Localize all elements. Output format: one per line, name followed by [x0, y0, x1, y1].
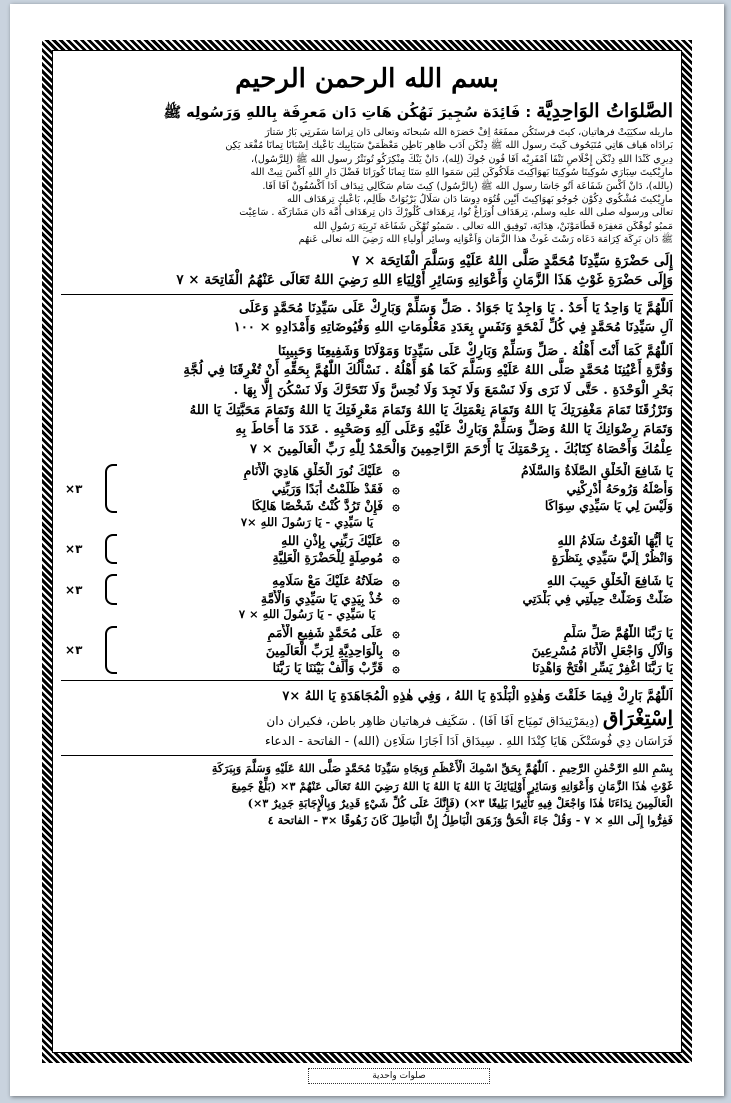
repeat-brace — [61, 624, 117, 676]
brace-icon — [105, 534, 117, 565]
poem-refrain: يَا سَيِّدِي - يَا رَسُولَ اللهِ ×٧ — [240, 514, 374, 529]
brace-icon — [105, 574, 117, 605]
prayer-line: آلِ سَيِّدِنَا مُحَمَّدٍ فِي كُلِّ لَمْحَةٍ وَنَفَسٍ بِعَدَدِ مَعْلُومَاتِ اللهِ وَفُيُوضَاتِهِ وَأَمْدَادِهِ × ١٠٠ — [233, 320, 673, 336]
intro-line: ﷺ دَان بَرِكَة كِرَامَة دَعَاه رَسْتَ غَوثْ هذا الزَّمَان وَاَعْوَانِه وسائِر أَولياءِ الله رَضِيَ الله تعالى عَنهُم — [298, 234, 673, 246]
closing-text: اَللّٰهُمَّ بَارِكْ فِيمَا خَلَقْتَ وَهٰذِهِ الْبَلْدَةِ يَا اللهُ ، وَفِي هٰذِهِ الْمُجَاهَدَةِ يَا اللهُ ×٧ — [282, 689, 673, 705]
verse-second-half: قَرِّبْ وَأَلِّفْ بَيْنَنَا يَا رَبَّنَا — [272, 660, 383, 676]
heading-title: الصَّلوَاتُ الوَاحِدِيَّة — [536, 100, 673, 122]
poem-verse — [119, 572, 673, 589]
repeat-count: ×٣ — [65, 582, 83, 597]
verse-first-half: يَا رَبَّنَا اللّٰهُمَّ صَلِّ سَلِّمِ — [563, 625, 673, 641]
poem-verse — [119, 624, 673, 641]
intro-line: مارِيْكيتَ مُشْكُوي دِكُوْن جُوجُو بَهوَاكِيتَ اَيْيِن قُتُوَه دِوسَا دَان سَلَالُ بَرْبُوَاتْ ظَالِم، بَاعْيك تِرهَدَاف الله — [286, 194, 673, 206]
prayer-line: وَتَمَامَ رِضْوَانِكَ يَا اللهُ وَصَلِّ وَسَلِّمْ وَبَارِكْ عَلَيْهِ وَعَلَى آلِهِ وَصَحْبِهِ . عَدَدَ مَا أَحَاطَ بِهِ — [235, 422, 673, 438]
poem-stanza — [61, 624, 673, 676]
prayer-line: اَللّٰهُمَّ يَا وَاحِدُ يَا أَحَدُ . يَا وَاجِدُ يَا جَوَادُ . صَلِّ وَسَلِّمْ وَبَارِكْ عَلَى سَيِّدِنَا مُحَمَّدٍ وَعَلَى — [239, 300, 673, 316]
verse-separator: ۞ — [392, 532, 400, 548]
poem-verse — [119, 462, 673, 479]
poem-stanza — [61, 462, 673, 514]
final-prayer-line: الْعَالَمِينَ نِدَاءَنَا هٰذَا وَاجْعَلْ فِيهِ تَأْثِيرًا بَلِيغًا ٣×) (فَإِنَّكَ عَلَى كُلِّ شَيْءٍ قَدِيرٌ وَبِالْإِجَابَةِ جَدِيرٌ ٣×) — [247, 796, 673, 811]
brace-icon — [105, 626, 117, 674]
verse-first-half: وَلَيْسَ لِي يَا سَيِّدِي سِوَاكَا — [544, 498, 673, 514]
poem-stanza — [61, 572, 673, 607]
verse-second-half: عَلَى مُحَمَّدٍ شَفِيعِ الْأُمَمِ — [267, 625, 383, 641]
verse-first-half: وَانْظُرْ إِلَيَّ سَيِّدِي بِنَظْرَةٍ — [551, 550, 673, 566]
prayer-line: وَتَرْزُقَنَا تَمَامَ مَغْفِرَتِكَ يَا اللهُ وَتَمَامَ نِعْمَتِكَ يَا اللهُ وَتَمَامَ مَعْرِفَتِكَ يَا اللهُ وَتَمَامَ مَحَبَّتِكَ يَا اللهُ — [189, 402, 673, 418]
section-heading — [61, 101, 673, 123]
istighraq-line: فَرَاسَان دِي فُوسَتْكَن هَايَا كِنْدَا اللهِ . سِيدَاق اَدَا اَجَارَا سَلَاءِن (الله) - الفاتحة - الدعاء — [265, 734, 673, 749]
border-inner — [52, 50, 682, 1053]
divider — [61, 680, 673, 681]
verse-first-half: يَا أَيُّهَا الْغَوْثُ سَلَامُ اللهِ — [557, 532, 673, 548]
verse-separator: ۞ — [392, 463, 400, 479]
poem-verse — [119, 549, 673, 566]
fatiha-line: إِلَى حَضْرَةِ سَيِّدِنَا مُحَمَّدٍ صَلَّى اللهُ عَلَيْهِ وَسَلَّمَ الْفَاتِحَة × ٧ — [352, 252, 673, 269]
verse-separator: ۞ — [392, 625, 400, 641]
repeat-count: ×٣ — [65, 481, 83, 496]
final-prayer — [61, 760, 673, 829]
prayer-line: وَقُرَّةِ أَعْيُنِنَا مُحَمَّدٍ صَلَّى اللهُ عَلَيْهِ وَسَلَّمَ كَمَا هُوَ أَهْلُهُ . نَسْأَلُكَ اللّٰهُمَّ بِحَقِّهِ أَنْ تُغْرِقَنَا فِي لُجَّةِ — [183, 363, 673, 379]
verse-separator: ۞ — [392, 480, 400, 496]
final-prayer-line: بِسْمِ اللهِ الرَّحْمٰنِ الرَّحِيمِ . اَللّٰهُمَّ بِحَقِّ اسْمِكَ الْأَعْظَمِ وَبِجَاهِ سَيِّدِنَا مُحَمَّدٍ صَلَّى اللهُ عَلَيْهِ وَسَلَّمَ وَبِبَرَكَةِ — [211, 761, 673, 776]
verse-second-half: عَلَيْكَ نُورَ الْخَلْقِ هَادِيَ الْأَنَامِ — [243, 463, 383, 479]
verse-separator: ۞ — [392, 590, 400, 606]
poem-verse — [119, 659, 673, 676]
divider — [61, 294, 673, 295]
final-prayer-line: فَفِرُّوا إِلَى اللهِ × ٧ - وَقُلْ جَاءَ الْحَقُّ وَزَهَقَ الْبَاطِلُ إِنَّ الْبَاطِلَ كَانَ زَهُوقًا ×٣ - الفاتحة ٤ — [267, 813, 673, 828]
intro-paragraph — [61, 126, 673, 247]
verse-separator: ۞ — [392, 498, 400, 514]
verse-second-half: عَلَيْكَ رَبِّنِي بِإِذْنِ اللهِ — [281, 532, 383, 548]
repeat-count: ×٣ — [65, 643, 83, 658]
closing-line — [61, 687, 673, 706]
istighraq-section — [61, 708, 673, 751]
fatiha-line: وَإِلَى حَضْرَةِ غَوْثِ هَذَا الزَّمَانِ وَأَعْوَانِهِ وَسَائِرِ أَوْلِيَاءِ اللهِ رَضِيَ اللهُ تَعَالَى عَنْهُمُ الْفَاتِحَة × ٧ — [176, 271, 673, 288]
verse-first-half: يَا شَافِعَ الْخَلْقِ الصَّلَاةُ وَالسَّلَامُ — [521, 463, 673, 479]
document-content — [61, 59, 673, 1044]
istighraq-title: اِسْتِغْرَاق — [602, 706, 673, 731]
decorative-border — [42, 40, 692, 1063]
poem-stanza — [61, 532, 673, 567]
prayer-block-2 — [61, 342, 673, 460]
verse-first-half: ضَلَّتْ وَضَلَّتْ حِيلَتِي فِي بَلْدَتِي — [522, 590, 673, 606]
prayer-line: عِلْمُكَ وَأَحْصَاهُ كِتَابُكَ . بِرَحْمَتِكَ يَا أَرْحَمَ الرَّاحِمِينَ وَالْحَمْدُ لِلّٰهِ رَبِّ الْعَالَمِينَ × ٧ — [250, 441, 673, 457]
intro-line: ماريله سكيَيَتْ فرهاتيان، كيتَ فرستَكُن ممفَعَهُ اِفْ حَضرَة الله سُبحانَه وتعالى دَان تِراسَا سَفَرتِي بَارُ سَتارَ — [265, 127, 673, 138]
fatiha-dedication — [61, 252, 673, 290]
verse-separator: ۞ — [392, 573, 400, 589]
page-footer: صلوات واحدية — [308, 1068, 490, 1084]
verse-separator: ۞ — [392, 642, 400, 658]
intro-line: مارِيْكيتَ سِبَارَي سُوكِيتَا سُوكِيتَا بَهوَاكِيتَ مَلَاكُوكَن لِيَن سَمَوا اللهِ سَتَا تِمانَا كُورَانَا فَضْلَ دَارِ اللهِ اَكْسَ تِيتْ الله — [250, 167, 673, 179]
divider — [61, 755, 673, 756]
poem-section — [61, 462, 673, 676]
verse-separator: ۞ — [392, 660, 400, 676]
poem-verse — [119, 497, 673, 514]
intro-line: (بِالله)، دَانْ اَكْسَ شَفَاعَة اَتُو جَاسَا رسول الله ﷺ (بِالرَّسُول) كِيتَ سَام سَكَالِي تِيدَاف اَدَا اَكْسُفُونْ اَفَا اَفَا. — [262, 180, 673, 192]
intro-line: مَمبُو تُوهْكَن مَغفِرَة قَطَامَوْنَنْ، هِدَايَة، تَوفِيق الله تعالى . سَمبُو تُهْكَن شَفَاعَة تَرِبِيَة رَسُولِ الله — [313, 220, 673, 232]
verse-first-half: يَا شَافِعَ الْخَلْقِ حَبِيبَ اللهِ — [546, 573, 673, 589]
intro-line: دِيرِي كَنْدَا اللهِ دِنْكَن إِخْلَاصِ تَنْفَا اَمْفَرِيْه اَفَا فُون جُوكَ (لِله)، دَانْ يَنْكَ مِنْكِرَكُو تُونَتْرُ رسول الله ﷺ (لِلرَّسُول)، — [251, 153, 673, 165]
prayer-line: اَللّٰهُمَّ كَمَا أَنْتَ أَهْلُهُ . صَلِّ وَسَلِّمْ وَبَارِكْ عَلَى سَيِّدِنَا وَمَوْلَانَا وَشَفِيعِنَا وَحَبِيبِنَا — [277, 343, 673, 359]
verse-second-half: بِالْوَاحِدِيَّةِ لِرَبِّ الْعَالَمِينَ — [265, 642, 383, 658]
poem-refrain: يَا سَيِّدِي - يَا رَسُولَ اللهِ × ٧ — [238, 607, 376, 622]
verse-first-half: وَالْآلِ وَاجْعَلِ الْأَنَامَ مُسْرِعِينَ — [531, 642, 673, 658]
verse-second-half: صَلَاتُهُ عَلَيْكَ مَعْ سَلَامِهِ — [272, 573, 383, 589]
verse-separator: ۞ — [392, 550, 400, 566]
repeat-brace — [61, 462, 117, 514]
verse-second-half: مُوصِلَةٍ لِلْحَضْرَةِ الْعَلِيَّةِ — [272, 550, 383, 566]
verse-first-half: وَأَصْلَهُ وَرُوحَهُ أَدْرِكْنِي — [566, 480, 673, 496]
document-page — [10, 4, 724, 1096]
brace-icon — [105, 464, 117, 512]
repeat-brace — [61, 572, 117, 607]
poem-verse — [119, 590, 673, 607]
intro-line: تعالى ورسوله صلى الله عليه وسلم، تِرهَدَاف اُورَاغْ تُوا، تِرهَدَاف كُلُورْكَ دَان تِرهَدَاف أُمَّة دَان مَشَارَكَة . سَاعِيْت — [239, 207, 673, 219]
prayer-line: بَحْرِ الْوَحْدَةِ . حَتَّى لَا نَرَى وَلَا نَسْمَعَ وَلَا نَجِدَ وَلَا نُحِسَّ وَلَا نَتَحَرَّكَ وَلَا نَسْكُنَ إِلَّا بِهَا . — [233, 383, 673, 399]
prayer-block-1 — [61, 299, 673, 338]
repeat-count: ×٣ — [65, 542, 83, 557]
intro-line: بَرادَاه هَياف هَاتِي مُتَيَحُوف كَيتَ رسول الله ﷺ دِنْكَن اَدَب ظاهِر بَاطِن مَعْظَمَيْ سَبَابِيك بَاعْيك اِسْبَانَا تِمانَا مُقْعَد يَكِن — [225, 140, 673, 152]
poem-verse — [119, 642, 673, 659]
poem-verse — [119, 532, 673, 549]
verse-second-half: فَقَدْ ظَلَمْتُ أَبَدًا وَرَبِّنِي — [271, 480, 383, 496]
istighraq-line: (دِيمَرْتِيدَاق تَمِيَاج اَفَا اَفَا) . سَكَنِف فرهاتيان ظاهِر باطن، فكيران دان — [266, 714, 600, 729]
repeat-brace — [61, 532, 117, 567]
verse-first-half: يَا رَبَّنَا اغْفِرْ يَسِّرِ افْتَحْ وَاهْدِنَا — [532, 660, 673, 676]
final-prayer-line: غَوْثِ هٰذَا الزَّمَانِ وَأَعْوَانِهِ وَسَائِرِ أَوْلِيَائِكَ يَا اللهُ يَا اللهُ يَا اللهُ رَضِيَ اللهُ تَعَالَى عَنْهُمْ ٣× (بَلِّغْ جَمِيعَ — [231, 778, 673, 793]
verse-second-half: خُذْ بِيَدِي يَا سَيِّدِي وَالْأُمَّةِ — [260, 590, 383, 606]
basmala-header: بسم الله الرحمن الرحيم — [235, 64, 499, 94]
verse-second-half: فَإِنْ تَرُدَّ كُنْتُ شَخْصًا هَالِكَا — [251, 498, 383, 514]
poem-verse — [119, 480, 673, 497]
heading-subtitle: : فَائِدَة سُجِيرَ نَهُكُن هَاتِ دَان مَعرِفَة بِاللهِ وَرَسُولِه ﷺ — [163, 105, 532, 121]
